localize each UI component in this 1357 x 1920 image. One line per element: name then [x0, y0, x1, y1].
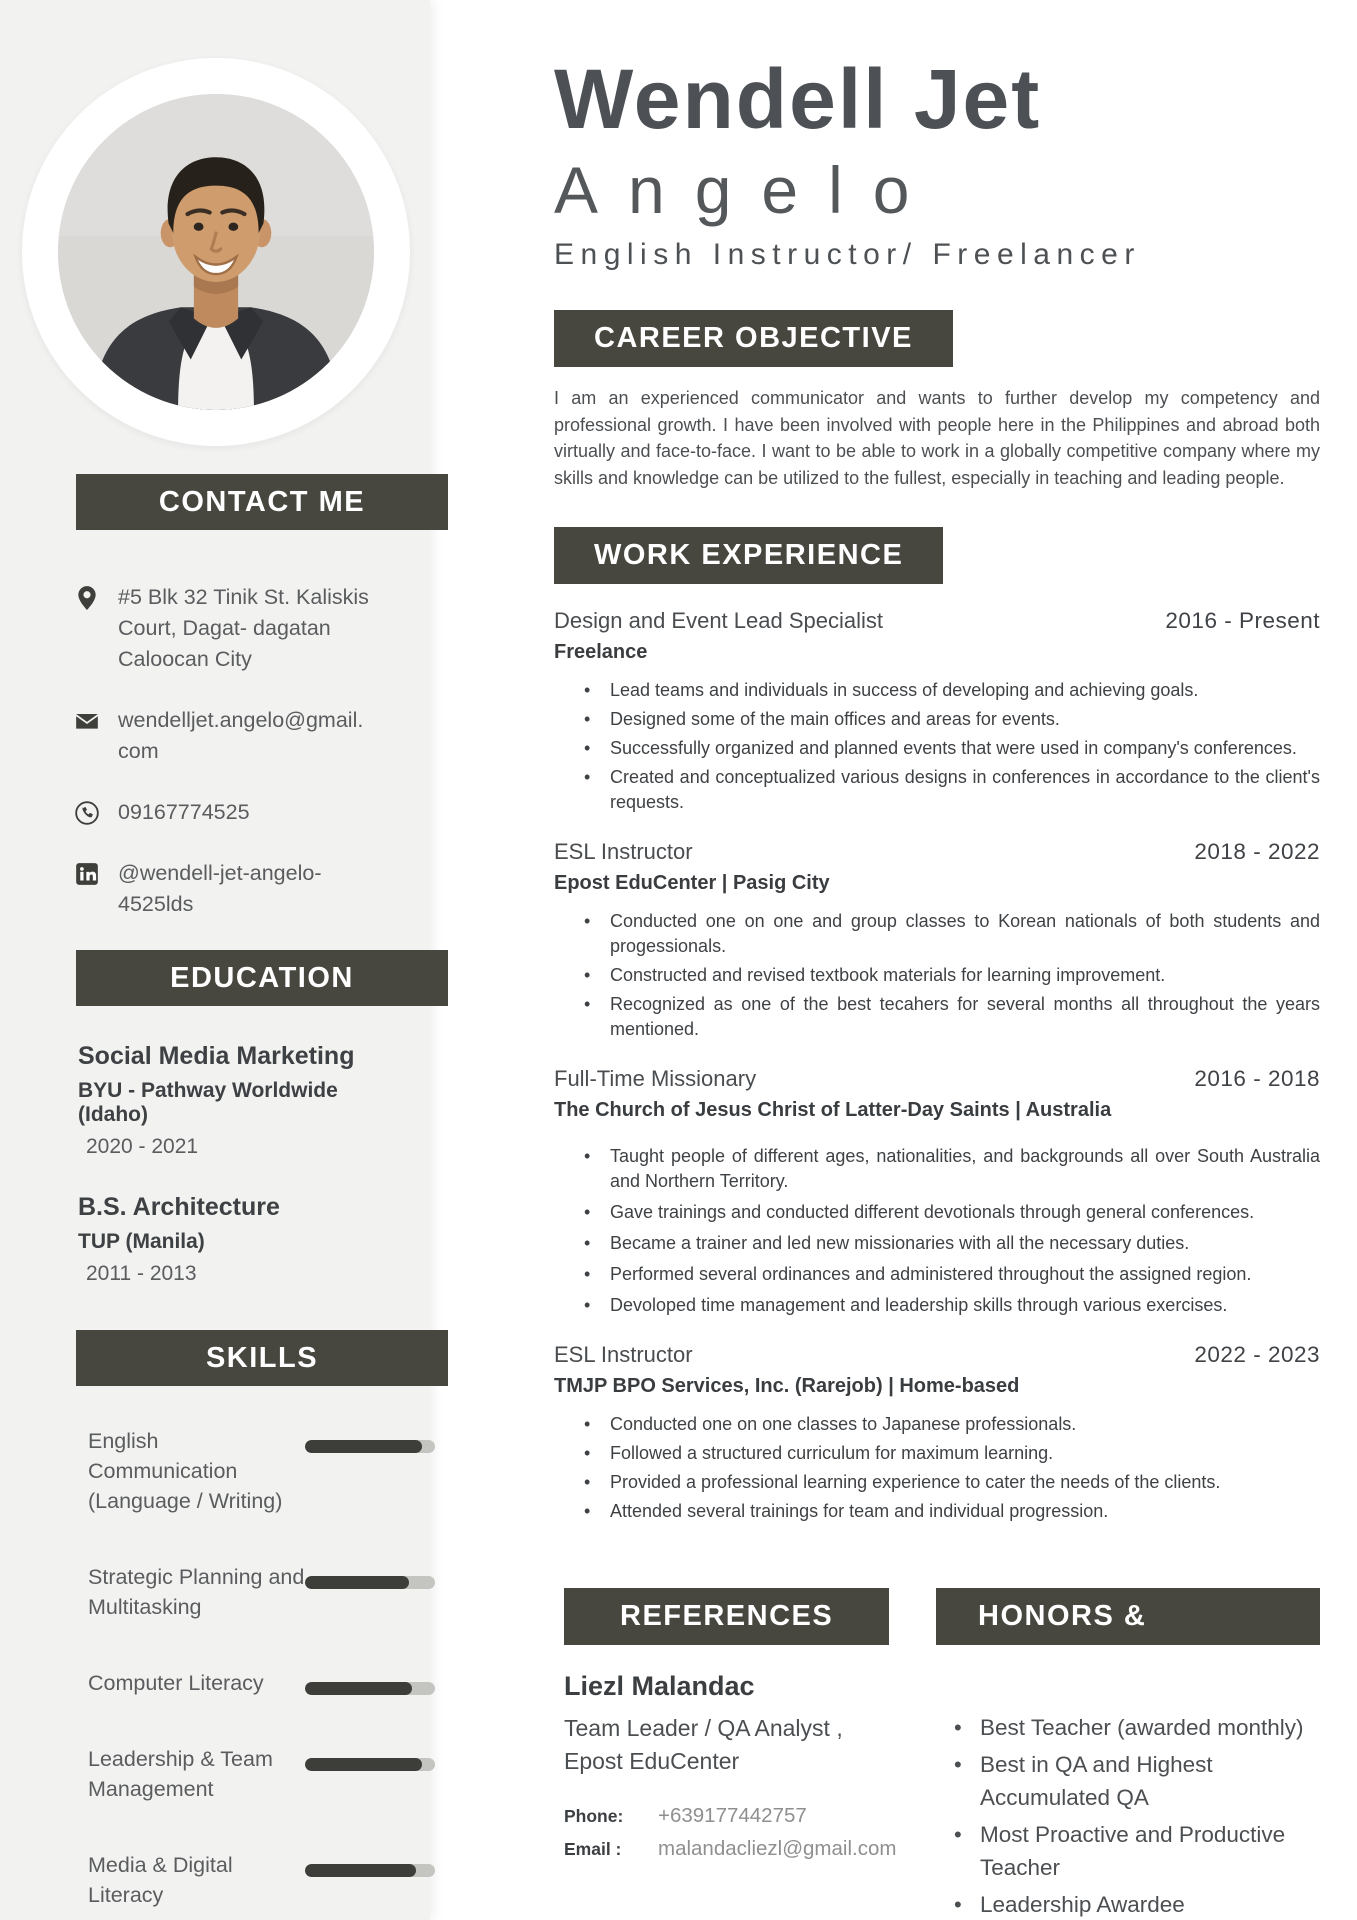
portrait-illustration	[58, 94, 374, 410]
job-title: ESL Instructor	[554, 1342, 693, 1367]
job-bullet: • Became a trainer and led new missionaries with all the necessary duties.	[554, 1231, 1320, 1256]
skill-label: Media & Digital Literacy	[88, 1853, 233, 1907]
skill-row	[0, 1668, 430, 1698]
education-school: BYU - Pathway Worldwide (Idaho)	[78, 1079, 338, 1126]
job-bullet: • Recognized as one of the best tecahers for several months all throughout the years mentioned.	[554, 992, 1320, 1042]
references-section	[564, 1588, 936, 1920]
skill-label: Leadership & Team Management	[88, 1747, 273, 1801]
honors-list	[936, 1711, 1320, 1920]
job-company: TMJP BPO Services, Inc. (Rarejob) | Home-based	[554, 1375, 1020, 1397]
honors-section	[936, 1588, 1320, 1920]
job-entry	[554, 608, 1320, 815]
contact-item	[74, 858, 374, 920]
career-objective-text: I am an experienced communicator and wants to further develop my competency and professional growth. I have been involved with people here in the Philippines and abroad both virtually and face-to-face. I want to be able to work in a globally competitive company where my skills and knowledge can be utilized to the fullest, especially in teaching and leading people.	[554, 388, 1320, 488]
skill-row	[0, 1426, 430, 1516]
skill-level-fill	[305, 1864, 416, 1877]
work-experience-header	[554, 527, 943, 584]
reference-role: Team Leader / QA Analyst , Epost EduCenter	[564, 1715, 843, 1774]
education-entry	[78, 1042, 408, 1159]
skill-level-fill	[305, 1758, 422, 1771]
job-list	[554, 608, 1320, 1524]
job-bullet: • Devoloped time management and leadership skills through various exercises.	[554, 1293, 1320, 1318]
job-dates: 2018 - 2022	[1194, 839, 1320, 864]
education-program: Social Media Marketing	[78, 1042, 355, 1070]
references-header	[564, 1588, 889, 1645]
skill-level-bar	[305, 1440, 435, 1453]
skill-level-fill	[305, 1682, 412, 1695]
sidebar	[0, 0, 430, 1920]
job-top-row	[554, 1342, 1320, 1368]
education-entry	[78, 1193, 408, 1286]
reference-phone-value: +639177442757	[658, 1804, 807, 1827]
skill-label: Computer Literacy	[88, 1671, 264, 1695]
job-company: Epost EduCenter | Pasig City	[554, 872, 830, 894]
job-title: Full-Time Missionary	[554, 1066, 757, 1091]
contact-item	[74, 797, 374, 828]
skill-label: English Communication (Language / Writing)	[88, 1429, 283, 1513]
job-bullet: • Attended several trainings for team and individual progression.	[554, 1499, 1320, 1524]
job-bullet: • Successfully organized and planned events that were used in company's conferences.	[554, 736, 1320, 761]
references-heading: REFERENCES	[620, 1600, 834, 1632]
photo-ring	[22, 58, 410, 446]
contact-heading: CONTACT ME	[158, 486, 366, 518]
job-bullet: • Constructed and revised textbook materials for learning improvement.	[554, 963, 1320, 988]
education-years: 2020 - 2021	[86, 1135, 199, 1158]
skill-level-bar	[305, 1576, 435, 1589]
skill-level-bar	[305, 1864, 435, 1877]
reference-phone-line	[564, 1804, 936, 1828]
skill-level-bar	[305, 1758, 435, 1771]
skill-level-fill	[305, 1576, 409, 1589]
career-objective-header	[554, 310, 953, 367]
job-bullet-list	[554, 1144, 1320, 1318]
skills-heading: SKILLS	[205, 1342, 319, 1374]
education-years: 2011 - 2013	[86, 1262, 197, 1285]
job-bullet-list	[554, 1412, 1320, 1524]
job-bullet: • Designed some of the main offices and areas for events.	[554, 707, 1320, 732]
education-list	[78, 1042, 408, 1286]
reference-contacts	[564, 1804, 936, 1861]
profile-photo	[58, 94, 374, 410]
job-entry	[554, 1066, 1320, 1318]
job-title: Design and Event Lead Specialist	[554, 608, 883, 633]
job-bullet: • Gave trainings and conducted different devotionals through general conferences.	[554, 1200, 1320, 1225]
honor-item: • Most Proactive and Productive Teacher	[936, 1818, 1320, 1884]
job-title: ESL Instructor	[554, 839, 693, 864]
honor-item: • Leadership Awardee	[936, 1888, 1320, 1920]
job-bullet: • Conducted one on one and group classes to Korean nationals of both students and progessionals.	[554, 909, 1320, 959]
job-bullet: • Lead teams and individuals in success of developing and achieving goals.	[554, 678, 1320, 703]
reference-email-value: malandacliezl@gmail.com	[658, 1837, 897, 1860]
reference-email-label: Email :	[564, 1839, 622, 1859]
job-bullet: • Taught people of different ages, nationalities, and backgrounds all over South Australia and Northern Territory.	[554, 1144, 1320, 1194]
reference-email-line	[564, 1837, 936, 1861]
job-entry	[554, 1342, 1320, 1524]
contact-item	[74, 705, 374, 767]
name-first: Wendell Jet	[554, 52, 1042, 146]
main-column	[430, 0, 1357, 1920]
linkedin-icon	[74, 861, 100, 887]
job-bullet: • Conducted one on one classes to Japanese professionals.	[554, 1412, 1320, 1437]
education-school: TUP (Manila)	[78, 1230, 205, 1253]
contact-item-text: @wendell-jet-angelo-4525lds	[118, 861, 322, 916]
job-bullet: • Performed several ordinances and administered throughout the assigned region.	[554, 1262, 1320, 1287]
job-company: The Church of Jesus Christ of Latter-Day Saints | Australia	[554, 1099, 1112, 1121]
job-top-row	[554, 608, 1320, 634]
honor-item: • Best in QA and Highest Accumulated QA	[936, 1748, 1320, 1814]
skills-section-header	[76, 1330, 448, 1386]
job-top-row	[554, 1066, 1320, 1092]
name-last: Angelo	[554, 153, 940, 227]
bottom-row	[554, 1588, 1320, 1920]
job-bullet: • Created and conceptualized various designs in conferences in accordance to the client's requests.	[554, 765, 1320, 815]
job-dates: 2016 - 2018	[1194, 1066, 1320, 1091]
job-company: Freelance	[554, 641, 648, 663]
reference-phone-label: Phone:	[564, 1806, 624, 1826]
skill-level-bar	[305, 1682, 435, 1695]
job-bullet-list	[554, 909, 1320, 1042]
job-dates: 2016 - Present	[1165, 608, 1320, 633]
contact-item-text: 09167774525	[118, 800, 250, 824]
contact-list	[74, 582, 374, 920]
honor-item: • Best Teacher (awarded monthly)	[936, 1711, 1320, 1744]
location-pin-icon	[74, 585, 100, 611]
contact-item	[74, 582, 374, 675]
job-bullet-list	[554, 678, 1320, 815]
phone-icon	[74, 800, 100, 826]
job-entry	[554, 839, 1320, 1042]
reference-name: Liezl Malandac	[564, 1671, 755, 1701]
work-experience-heading: WORK EXPERIENCE	[594, 539, 904, 571]
job-top-row	[554, 839, 1320, 865]
skill-level-fill	[305, 1440, 422, 1453]
job-bullet: • Followed a structured curriculum for maximum learning.	[554, 1441, 1320, 1466]
contact-section-header	[76, 474, 448, 530]
skill-row	[0, 1850, 430, 1910]
education-heading: EDUCATION	[170, 962, 354, 994]
career-objective-heading: CAREER OBJECTIVE	[594, 322, 913, 354]
honors-header	[936, 1588, 1320, 1689]
honors-heading: HONORS & AWARDS	[978, 1600, 1147, 1689]
job-bullet: • Provided a professional learning experience to cater the needs of the clients.	[554, 1470, 1320, 1495]
contact-item-text: wendelljet.angelo@gmail.com	[118, 708, 364, 763]
headline: English Instructor/ Freelancer	[554, 238, 1141, 271]
skill-row	[0, 1744, 430, 1804]
skill-label: Strategic Planning and Multitasking	[88, 1565, 305, 1619]
skills-list	[0, 1426, 430, 1910]
job-dates: 2022 - 2023	[1194, 1342, 1320, 1367]
education-program: B.S. Architecture	[78, 1193, 280, 1221]
contact-item-text: #5 Blk 32 Tinik St. Kaliskis Court, Dagat- dagatan Caloocan City	[118, 585, 369, 671]
education-section-header	[76, 950, 448, 1006]
email-icon	[74, 708, 100, 734]
skill-row	[0, 1562, 430, 1622]
